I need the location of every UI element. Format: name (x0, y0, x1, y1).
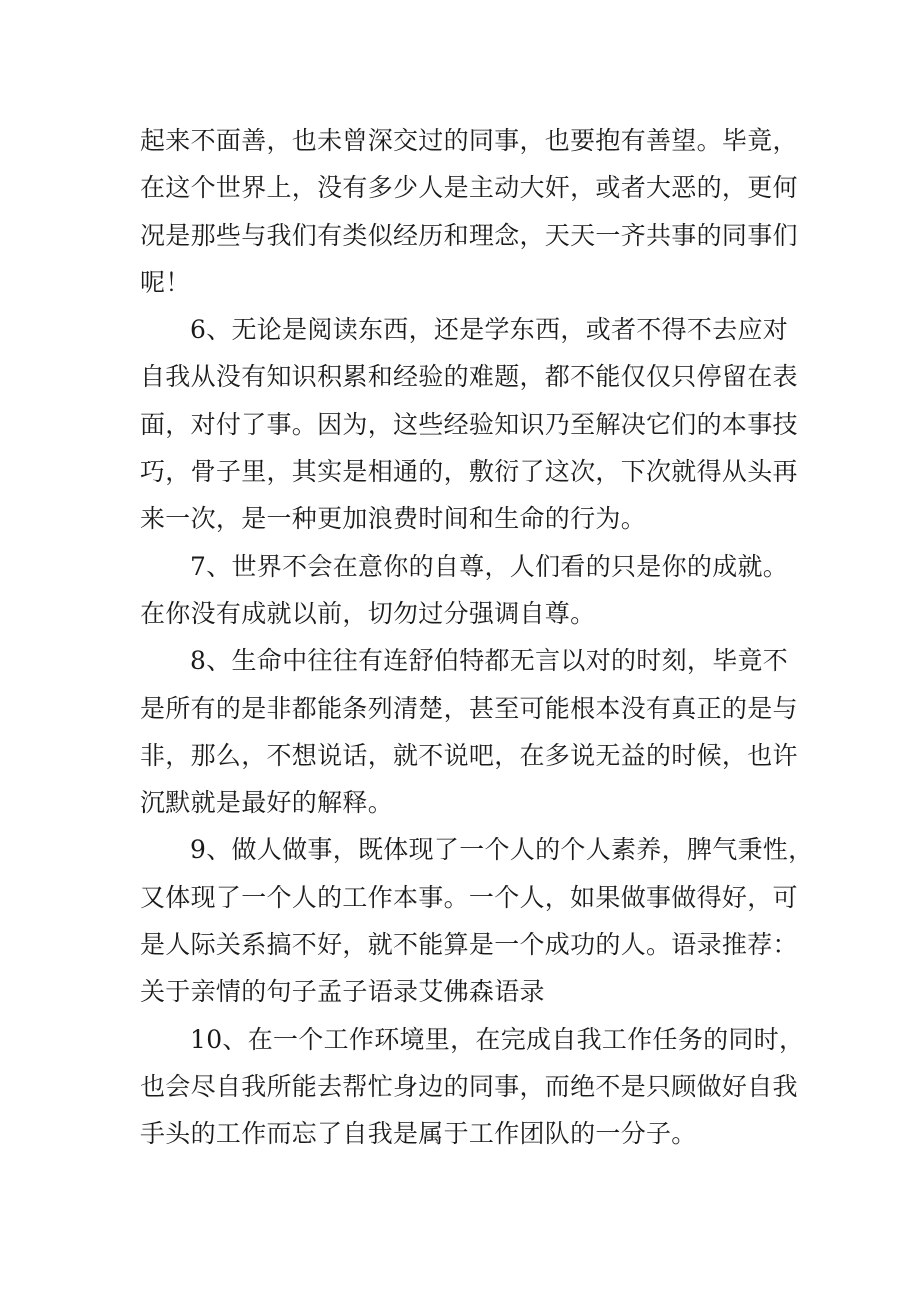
text-line: 又体现了一个人的工作本事。一个人，如果做事做得好，可 (140, 882, 798, 912)
text-line: 是人际关系搞不好，就不能算是一个成功的人。语录推荐： (140, 930, 798, 960)
text-line: 10、在一个工作环境里，在完成自我工作任务的同时， (190, 1024, 805, 1054)
text-line: 关于亲情的句子孟子语录艾佛森语录 (140, 977, 545, 1007)
text-line: 是所有的是非都能条列清楚，甚至可能根本没有真正的是与 (140, 693, 798, 723)
text-line: 在这个世界上，没有多少人是主动大奸，或者大恶的，更何 (140, 173, 798, 203)
text-line: 手头的工作而忘了自我是属于工作团队的一分子。 (140, 1119, 697, 1149)
text-line: 6、无论是阅读东西，还是学东西，或者不得不去应对 (190, 315, 789, 345)
text-line: 在你没有成就以前，切勿过分强调自尊。 (140, 598, 596, 628)
text-line: 巧，骨子里，其实是相通的，敷衍了这次，下次就得从头再 (140, 457, 798, 487)
paragraph-item-9 (140, 826, 814, 1015)
text-line: 面，对付了事。因为，这些经验知识乃至解决它们的本事技 (140, 409, 798, 439)
text-line: 呢！ (140, 267, 191, 297)
paragraph-item-6 (140, 306, 800, 542)
text-line: 来一次，是一种更加浪费时间和生命的行为。 (140, 504, 647, 534)
text-line: 也会尽自我所能去帮忙身边的同事，而绝不是只顾做好自我 (140, 1071, 798, 1101)
paragraph-continuation (140, 117, 800, 306)
text-line: 非，那么，不想说话，就不说吧，在多说无益的时候，也许 (140, 740, 798, 770)
paragraph-item-10 (140, 1016, 805, 1158)
text-line: 9、做人做事，既体现了一个人的个人素养，脾气秉性， (190, 835, 814, 865)
text-line: 况是那些与我们有类似经历和理念，天天一齐共事的同事们 (140, 220, 798, 250)
text-line: 自我从没有知识积累和经验的难题，都不能仅仅只停留在表 (140, 362, 798, 392)
paragraph-item-8 (140, 637, 800, 826)
text-line: 8、生命中往往有连舒伯特都无言以对的时刻，毕竟不 (190, 646, 789, 676)
text-line: 沉默就是最好的解释。 (140, 788, 394, 818)
text-line: 7、世界不会在意你的自尊，人们看的只是你的成就。 (190, 551, 789, 581)
document-body (140, 117, 814, 1158)
paragraph-item-7 (140, 543, 800, 638)
text-line: 起来不面善，也未曾深交过的同事，也要抱有善望。毕竟， (140, 126, 798, 155)
